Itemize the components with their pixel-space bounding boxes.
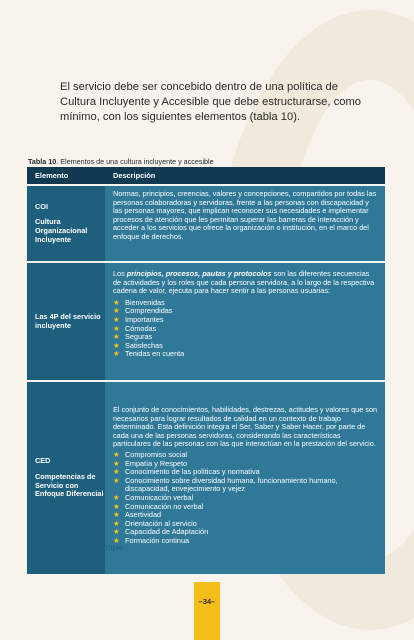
table-header [27,167,385,184]
star-icon: ★ [113,458,120,468]
list-item: ★ Comunicación verbal [113,492,194,502]
list-item: ★ Comprendidas [113,306,173,316]
star-icon: ★ [113,323,120,333]
page-number-tab [194,582,220,640]
table-caption-text: . Elementos de una cultura incluyente y accesible [56,157,214,166]
element-name: Cultura Organizacional Incluyente [35,217,88,244]
star-icon: ★ [113,449,120,459]
star-list [113,451,379,546]
element-cell [27,186,105,261]
element-acronym: CED [35,456,51,466]
table-caption [28,157,388,166]
header-description: Descripción [113,171,156,180]
star-icon: ★ [113,340,120,350]
list-item: ★ Conocimiento de las políticas y normativa [113,467,260,477]
description-text: El conjunto de conocimientos, habilidades, destrezas, actitudes y valores que son necesarios para lograr resultados de calidad en un contexto de trabajo determinado. Esta definición integra el Ser, Saber y Saber Hacer, por parte de cada una de las personas servidoras, considerando las características particulares de las personas con las que interactúan en la prestación del servicio. [113,405,378,449]
star-icon: ★ [113,510,120,520]
list-item: ★ Compromiso social [113,449,188,459]
table-row [27,263,385,380]
element-name: Las 4P del servicio incluyente [35,311,101,330]
star-icon: ★ [113,501,120,511]
list-item: ★ Importantes [113,314,164,324]
description-cell [105,263,385,380]
star-icon: ★ [113,306,120,316]
star-icon: ★ [113,349,120,359]
source-note: Fuente: elaboración propia [28,543,124,552]
intro-paragraph: El servicio debe ser concebido dentro de una política de Cultura Incluyente y Accesible que debe estructurarse, como mínimo, con los siguientes elementos (tabla 10). [60,81,361,123]
list-item: ★ Comunicación no verbal [113,501,204,511]
star-icon: ★ [113,332,120,342]
table-row [27,186,385,261]
star-icon: ★ [113,314,120,324]
star-list [113,299,379,359]
description-emphasis: principios, procesos, pautas y protocolos [126,269,272,278]
list-item: ★ Capacidad de Adaptación [113,527,209,537]
element-cell [27,263,105,380]
list-item: ★ Satisfechas [113,340,163,350]
description-text: Los principios, procesos, pautas y protocolos son las diferentes secuencias de actividades y los roles que cada persona servidora, a lo largo de la respectiva cadena de valor, ejecuta para hacer sentir a las personas usuarias: [113,269,375,296]
elements-table [27,167,385,574]
star-icon: ★ [113,475,120,485]
star-icon: ★ [113,467,120,477]
element-acronym: COI [35,201,48,211]
star-icon: ★ [113,535,120,545]
list-item: ★ Bienvenidas [113,297,165,307]
star-icon: ★ [113,492,120,502]
star-icon: ★ [113,527,120,537]
list-item: ★ Cómodas [113,323,157,333]
description-text: Normas, principios, creencias, valores y concepciones, compartidos por todas las personas colaboradoras y servidoras, frente a las personas con discapacidad y las personas mayores, que implican reconocer sus necesidades e implementar procesos de atención que les permitan superar las barreras de interacción y acceder a los servicios que ofrece la organización o institución, en el marco del enfoque de derechos. [113,189,377,241]
list-item: ★ Formación continua [113,535,190,545]
element-name: Competencias de Servicio con Enfoque Diferencial [35,471,104,499]
list-item: ★ Seguras [113,332,153,342]
star-icon: ★ [113,518,120,528]
list-item: ★ Orientación al servicio [113,518,197,528]
list-item: ★ Empatía y Respeto [113,458,188,468]
star-icon: ★ [113,297,120,307]
description-cell [105,186,385,261]
table-caption-label: Tabla 10 [28,157,57,166]
page-number: –34– [198,597,216,606]
description-cell [105,382,385,574]
list-item: ★ Conocimiento sobre diversidad humana, funcionamiento humano, discapacidad, envejecimiento y vejez [113,475,338,494]
list-item: ★ Asertividad [113,510,162,520]
list-item: ★ Tenidas en cuenta [113,349,185,359]
header-element: Elemento [35,171,69,180]
